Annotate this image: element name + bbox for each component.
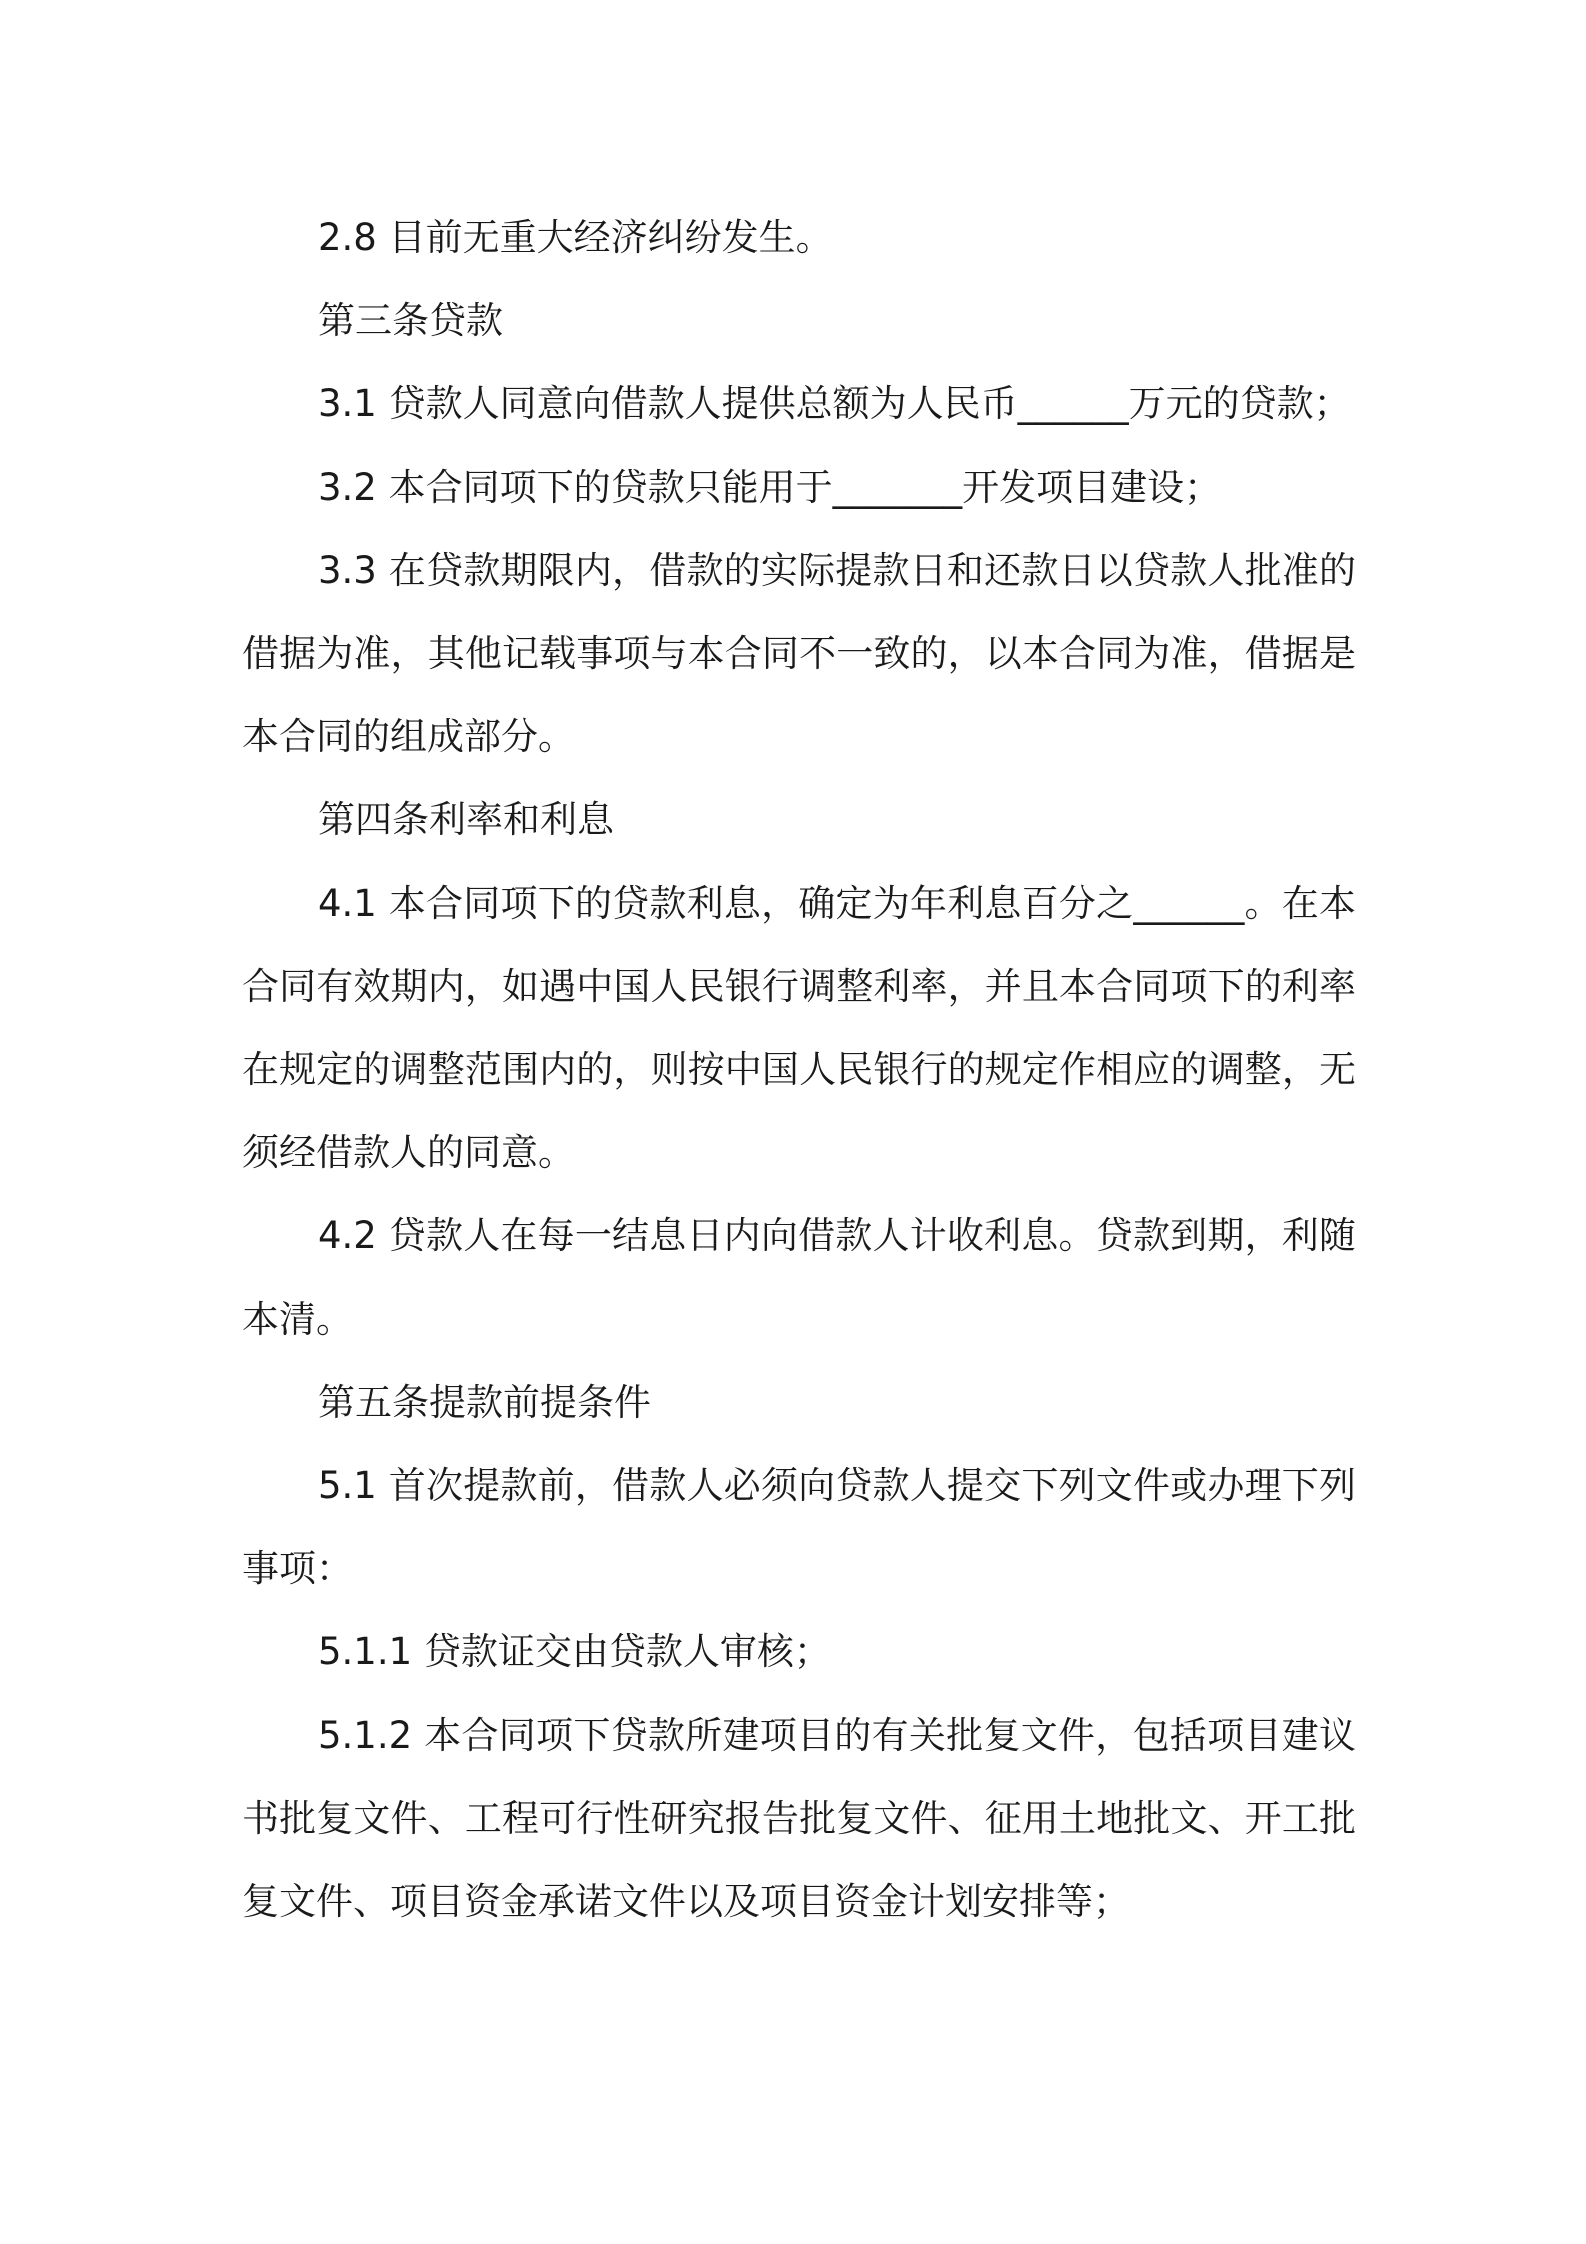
- document-body: [242, 196, 1356, 1943]
- paragraph-4-2: 4.2 贷款人在每一结息日内向借款人计收利息。贷款到期，利随本清。: [242, 1214, 1356, 1341]
- paragraph-3-2: 3.2 本合同项下的贷款只能用于_______开发项目建设；: [318, 465, 1222, 509]
- paragraph-4-1: 4.1 本合同项下的贷款利息，确定为年利息百分之______。在本合同有效期内，如遇中国人民银行调整利率，并且本合同项下的利率在规定的调整范围内的，则按中国人民银行的规定作相应的调整，无须经借款人的同意。: [242, 881, 1356, 1175]
- paragraph-2-8: 2.8 目前无重大经济纠纷发生。: [318, 216, 833, 259]
- paragraph-5-1-2: 5.1.2 本合同项下贷款所建项目的有关批复文件，包括项目建议书批复文件、工程可行性研究报告批复文件、征用土地批文、开工批复文件、项目资金承诺文件以及项目资金计划安排等；: [242, 1713, 1356, 1924]
- paragraph-3-3: 3.3 在贷款期限内，借款的实际提款日和还款日以贷款人批准的借据为准，其他记载事项与本合同不一致的，以本合同为准，借据是本合同的组成部分。: [242, 548, 1356, 759]
- paragraph-5-1-1: 5.1.1 贷款证交由贷款人审核；: [318, 1630, 831, 1674]
- heading-article-4: 第四条利率和利息: [318, 798, 614, 842]
- paragraph-3-1: 3.1 贷款人同意向借款人提供总额为人民币______万元的贷款；: [318, 382, 1351, 426]
- paragraph-5-1: 5.1 首次提款前，借款人必须向贷款人提交下列文件或办理下列事项：: [242, 1464, 1356, 1591]
- heading-article-3: 第三条贷款: [318, 299, 503, 343]
- heading-article-5: 第五条提款前提条件: [318, 1380, 651, 1424]
